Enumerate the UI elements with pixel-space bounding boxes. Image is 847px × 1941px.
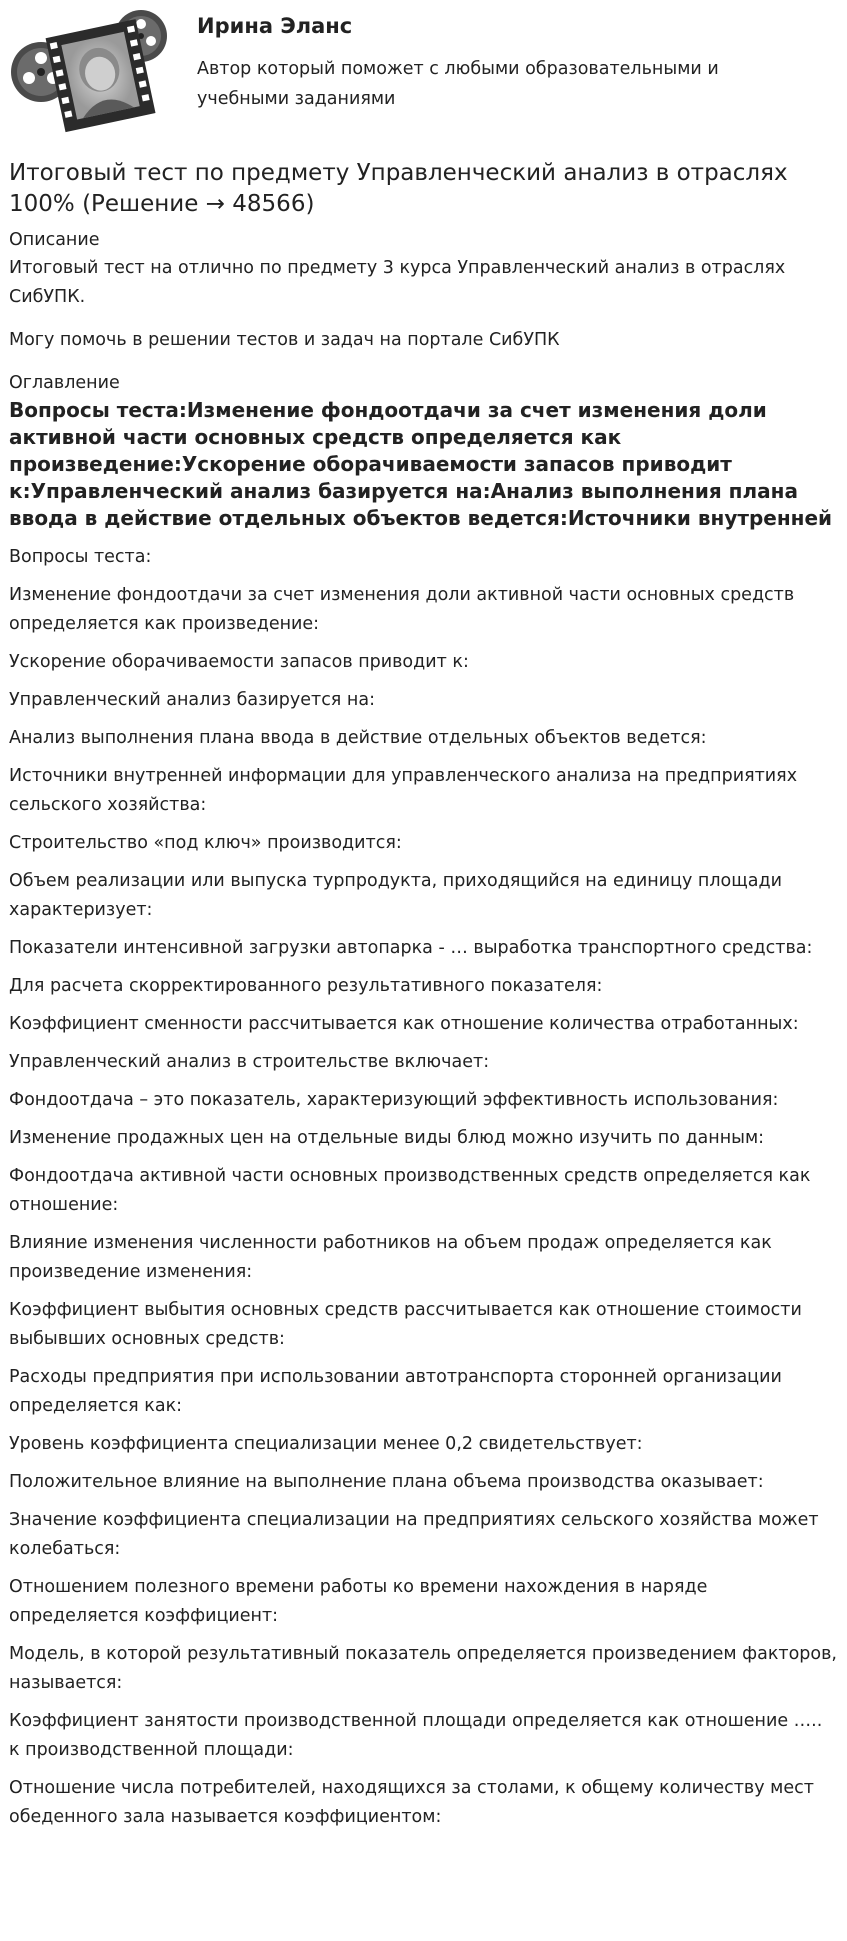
question-item: Расходы предприятия при использовании автотранспорта сторонней организации определяется как: <box>9 1367 782 1416</box>
description-paragraph: Могу помочь в решении тестов и задач на портале СибУПК <box>9 330 560 350</box>
question-item: Вопросы теста: <box>9 547 152 567</box>
question-item: Источники внутренней информации для управленческого анализа на предприятиях сельского хозяйства: <box>9 766 798 815</box>
question-item: Отношение числа потребителей, находящихся за столами, к общему количеству мест обеденного зала называется коэффициентом: <box>9 1778 814 1827</box>
question-item: Коэффициент сменности рассчитывается как отношение количества отработанных: <box>9 1014 799 1034</box>
question-item: Коэффициент выбытия основных средств рассчитывается как отношение стоимости выбывших основных средств: <box>9 1300 802 1349</box>
film-reel-avatar-image <box>9 8 177 134</box>
question-item: Показатели интенсивной загрузки автопарка - … выработка транспортного средства: <box>9 938 813 958</box>
toc-label: Оглавление <box>9 373 120 393</box>
question-item: Анализ выполнения плана ввода в действие отдельных объектов ведется: <box>9 728 707 748</box>
question-item: Модель, в которой результативный показатель определяется произведением факторов, называется: <box>9 1644 837 1693</box>
description-label: Описание <box>9 230 100 250</box>
toc-title: Вопросы теста:Изменение фондоотдачи за счет изменения доли активной части основных средств определяется как произведение:Ускорение оборачиваемости запасов приводит к:Управленческий анализ базируется на:Анализ выполнения плана ввода в действие отдельных объектов ведется:Источники внутренней <box>9 398 833 530</box>
description-text <box>9 254 837 355</box>
question-item: Фондоотдача – это показатель, характеризующий эффективность использования: <box>9 1090 779 1110</box>
question-item: Изменение фондоотдачи за счет изменения доли активной части основных средств определяется как произведение: <box>9 585 795 634</box>
description-paragraph: Итоговый тест на отлично по предмету 3 курса Управленческий анализ в отраслях СибУПК. <box>9 258 786 307</box>
author-card <box>9 8 837 150</box>
page-title: Итоговый тест по предмету Управленческий анализ в отраслях 100% (Решение → 48566) <box>9 160 788 217</box>
question-item: Изменение продажных цен на отдельные виды блюд можно изучить по данным: <box>9 1128 765 1148</box>
question-item: Управленческий анализ базируется на: <box>9 690 375 710</box>
question-item: Значение коэффициента специализации на предприятиях сельского хозяйства может колебаться: <box>9 1510 819 1559</box>
question-item: Отношением полезного времени работы ко времени нахождения в наряде определяется коэффициент: <box>9 1577 708 1626</box>
avatar[interactable] <box>9 8 177 134</box>
question-item: Ускорение оборачиваемости запасов приводит к: <box>9 652 469 672</box>
author-bio: Автор который поможет с любыми образовательными и учебными заданиями <box>197 59 719 109</box>
question-item: Управленческий анализ в строительстве включает: <box>9 1052 490 1072</box>
question-item: Коэффициент занятости производственной площади определяется как отношение ….. к производственной площади: <box>9 1711 823 1760</box>
question-item: Уровень коэффициента специализации менее 0,2 свидетельствует: <box>9 1434 643 1454</box>
author-name[interactable]: Ирина Эланс <box>197 14 353 38</box>
questions-list <box>9 543 837 1832</box>
question-item: Объем реализации или выпуска турпродукта, приходящийся на единицу площади характеризует: <box>9 871 782 920</box>
question-item: Для расчета скорректированного результативного показателя: <box>9 976 603 996</box>
question-item: Влияние изменения численности работников на объем продаж определяется как произведение изменения: <box>9 1233 772 1282</box>
question-item: Положительное влияние на выполнение плана объема производства оказывает: <box>9 1472 764 1492</box>
question-item: Фондоотдача активной части основных производственных средств определяется как отношение: <box>9 1166 811 1215</box>
question-item: Строительство «под ключ» производится: <box>9 833 402 853</box>
